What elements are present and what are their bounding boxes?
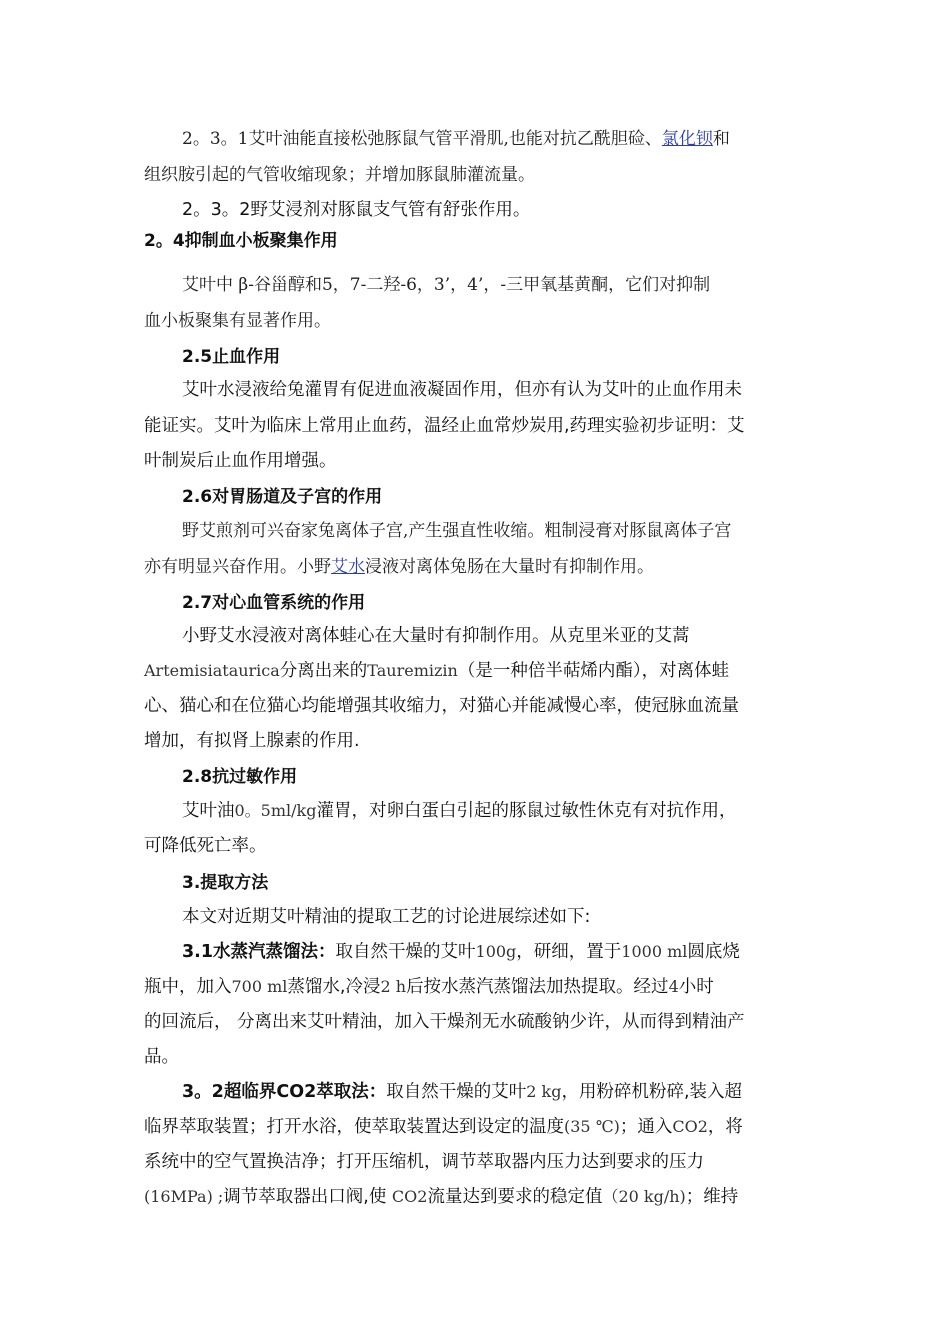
para-27-line3: 心、猫心和在位猫心均能增强其收缩力，对猫心并能减慢心率，使冠脉血流量 bbox=[144, 696, 739, 716]
text: 浸液对离体兔肠在大量时有抑制作用。 bbox=[365, 557, 654, 577]
text: 瓶中，加入 bbox=[144, 977, 232, 997]
para-28-line1 bbox=[182, 797, 736, 822]
text: Artemisiataurica bbox=[144, 661, 280, 680]
para-25-line1: 艾叶水浸液给兔灌胃有促进血液凝固作用，但亦有认为艾叶的止血作用未 bbox=[182, 380, 742, 400]
text: （20 kg/h) bbox=[602, 1187, 686, 1206]
text: 灌胃，对卵白蛋白引起的豚鼠过敏性休克有对抗作用， bbox=[316, 801, 737, 821]
text: 调节萃取器出口阀,使 bbox=[223, 1187, 392, 1207]
para-232: 2。3。2野艾浸剂对豚鼠支气管有舒张作用。 bbox=[182, 200, 531, 220]
para-32-line3: 系统中的空气置换洁净；打开压缩机，调节萃取器内压力达到要求的压力 bbox=[144, 1152, 704, 1172]
text: 分离出来的 bbox=[279, 661, 368, 681]
para-32-line4 bbox=[144, 1183, 738, 1208]
para-231-line2: 组织胺引起的气管收缩现象；并增加豚鼠肺灌流量。 bbox=[144, 165, 535, 185]
para-231-line1 bbox=[182, 124, 730, 149]
text: 取自然干燥的艾叶 bbox=[335, 942, 476, 962]
text: 小时 bbox=[678, 977, 714, 997]
text: CO2 bbox=[391, 1187, 428, 1206]
para-31-line2 bbox=[144, 973, 714, 998]
heading-2-7: 2.7对心血管系统的作用 bbox=[182, 593, 366, 613]
text: 临界萃取装置；打开水浴，使萃取装置达到设定的温度 bbox=[144, 1117, 564, 1137]
para-25-line2: 能证实。艾叶为临床上常用止血药，温经止血常炒炭用,药理实验初步证明：艾 bbox=[144, 416, 745, 436]
para-32-line1 bbox=[182, 1078, 742, 1103]
text: ，将 bbox=[707, 1117, 743, 1137]
text: 3。2超临界CO2萃取法： bbox=[182, 1082, 387, 1102]
text: 1000 ml bbox=[621, 942, 688, 961]
text: 3.1水蒸汽蒸馏法： bbox=[182, 942, 336, 962]
para-28-line2: 可降低死亡率。 bbox=[144, 836, 267, 856]
para-32-line2 bbox=[144, 1113, 743, 1138]
heading-3: 3.提取方法 bbox=[182, 873, 269, 893]
text: 2。3。1艾叶油能直接松弛豚鼠气管平滑肌,也能对抗乙酰胆硷、 bbox=[182, 129, 662, 149]
text: 和 bbox=[712, 129, 730, 149]
text: 圆底烧 bbox=[687, 942, 740, 962]
text: Tauremizin bbox=[367, 661, 458, 680]
text: 蒸馏水,冷浸 bbox=[287, 977, 381, 997]
para-27-line4: 增加，有拟肾上腺素的作用. bbox=[144, 731, 360, 751]
link-ai-shui[interactable]: 艾水 bbox=[331, 557, 365, 577]
text: 取自然干燥的艾叶 bbox=[386, 1082, 527, 1102]
para-26-line2 bbox=[144, 552, 654, 577]
para-3-intro: 本文对近期艾叶精油的提取工艺的讨论进展综述如下: bbox=[182, 907, 591, 927]
text: ，用粉碎机粉碎,装入超 bbox=[561, 1082, 743, 1102]
text: （是一种倍半萜烯内酯），对离体蛙 bbox=[457, 661, 730, 681]
text: 后按水蒸汽蒸馏法加热提取。经过 bbox=[406, 977, 669, 997]
para-31-line4: 品。 bbox=[144, 1047, 179, 1067]
text: 艾叶油 bbox=[182, 801, 235, 821]
para-31-line1 bbox=[182, 938, 740, 963]
heading-2-8: 2.8抗过敏作用 bbox=[182, 767, 298, 787]
text: (16MPa) ; bbox=[144, 1187, 224, 1206]
para-31-line3: 的回流后， 分离出来艾叶精油，加入干燥剂无水硫酸钠少许，从而得到精油产 bbox=[144, 1012, 745, 1032]
link-barium-chloride[interactable]: 氯化钡 bbox=[661, 129, 713, 149]
text: 100g bbox=[475, 942, 517, 961]
heading-2-6: 2.6对胃肠道及子宫的作用 bbox=[182, 487, 383, 507]
text: 2 kg bbox=[526, 1082, 562, 1101]
text: (35 ℃) bbox=[564, 1117, 620, 1136]
text: 2 h bbox=[380, 977, 407, 996]
text: ，研细，置于 bbox=[516, 942, 622, 962]
text: 4 bbox=[668, 977, 679, 996]
text: 0。5ml/kg bbox=[234, 801, 317, 820]
text: 亦有明显兴奋作用。小野 bbox=[144, 557, 331, 577]
text: ；通入 bbox=[619, 1117, 673, 1137]
text: ；维持 bbox=[685, 1187, 739, 1207]
para-24-line1: 艾叶中 β-谷甾醇和5，7-二羟-6，3’，4’，-三甲氧基黄酮，它们对抑制 bbox=[182, 275, 711, 295]
heading-2-5: 2.5止血作用 bbox=[182, 347, 281, 367]
para-26-line1: 野艾煎剂可兴奋家兔离体子宫,产生强直性收缩。粗制浸膏对豚鼠离体子宫 bbox=[182, 521, 732, 541]
para-27-line1: 小野艾水浸液对离体蛙心在大量时有抑制作用。从克里米亚的艾蒿 bbox=[182, 626, 690, 646]
text: 流量达到要求的稳定值 bbox=[427, 1187, 603, 1207]
text: 700 ml bbox=[231, 977, 288, 996]
heading-2-4: 2。4抑制血小板聚集作用 bbox=[144, 231, 338, 251]
para-25-line3: 叶制炭后止血作用增强。 bbox=[144, 451, 337, 471]
para-24-line2: 血小板聚集有显著作用。 bbox=[144, 311, 331, 331]
text: CO2 bbox=[672, 1117, 708, 1136]
para-27-line2 bbox=[144, 657, 729, 682]
